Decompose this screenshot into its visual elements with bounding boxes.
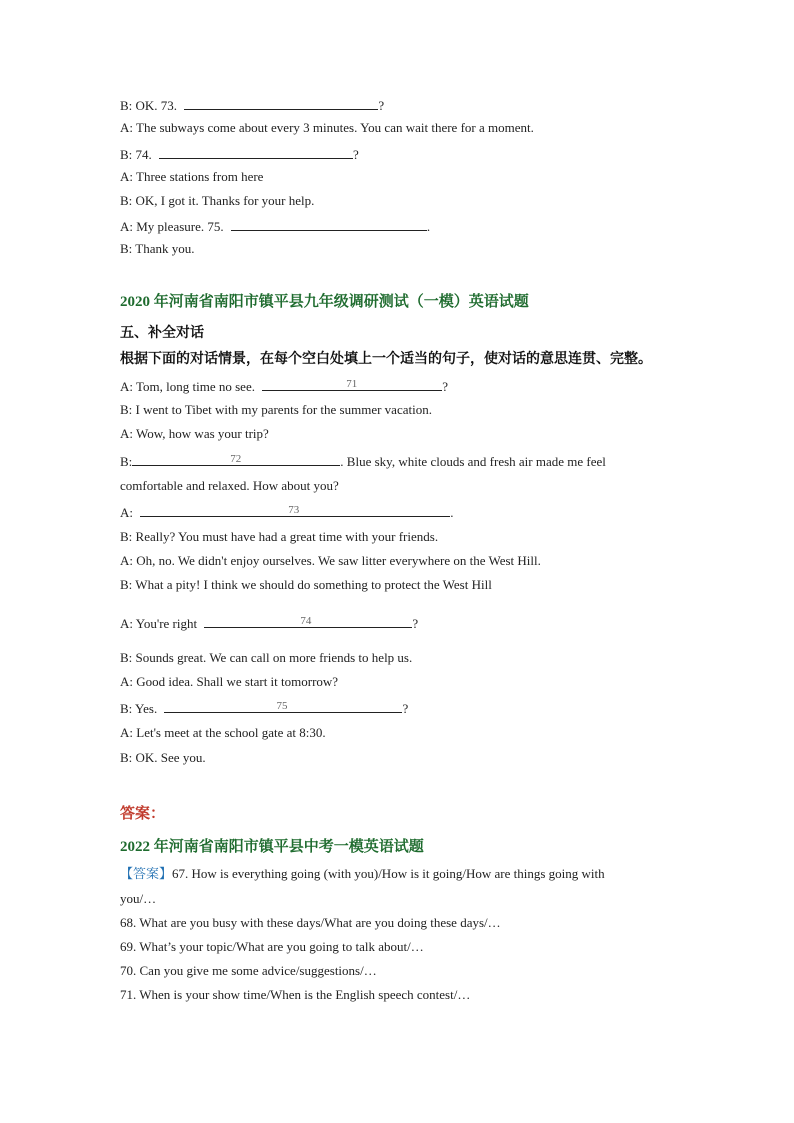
answer-71: 71. When is your show time/When is the English speech contest/…: [120, 987, 471, 1002]
answer-blank-72[interactable]: 72: [132, 452, 340, 466]
dialog2-line: comfortable and relaxed. How about you?: [120, 478, 339, 493]
answer-blank-73b[interactable]: 73: [140, 503, 450, 517]
dialog2-line-73: A: 73 .: [120, 504, 454, 520]
answer-blank-74[interactable]: [159, 145, 353, 159]
answer-blank-75[interactable]: [231, 217, 427, 231]
answer-67-cont: you/…: [120, 891, 157, 906]
dialog2-line: A: Wow, how was your trip?: [120, 426, 269, 441]
dialog1-line: A: The subways come about every 3 minutes. You can wait there for a moment.: [120, 120, 534, 135]
dialog1-line-75: A: My pleasure. 75. .: [120, 219, 431, 234]
answer-label: 答案：: [120, 804, 166, 822]
dialog1-line: B: OK, I got it. Thanks for your help.: [120, 193, 315, 208]
dialog2-line: A: Let's meet at the school gate at 8:30.: [120, 725, 326, 740]
section-title: 2020 年河南省南阳市镇平县九年级调研测试（一模）英语试题: [120, 294, 529, 310]
answer-blank-75b[interactable]: 75: [164, 699, 402, 713]
dialog2-line-74: A: You're right 74 ?: [120, 615, 419, 631]
part-heading: 五、补全对话: [120, 325, 204, 341]
answer-69: 69. What’s your topic/What are you going to talk about/…: [120, 939, 424, 954]
dialog2-line-71: A: Tom, long time no see. 71 ?: [120, 378, 449, 394]
instruction-text: 根据下面的对话情景，在每个空白处填上一个适当的句子，使对话的意思连贯、完整。: [120, 351, 652, 367]
answer-blank-74b[interactable]: 74: [204, 614, 412, 628]
answer-blank-73[interactable]: [184, 96, 378, 110]
dialog1-line: A: Three stations from here: [120, 169, 264, 184]
answer-blank-71[interactable]: 71: [262, 377, 442, 391]
dialog1-line-73: B: OK. 73. ?: [120, 98, 385, 113]
dialog2-line: B: I went to Tibet with my parents for the summer vacation.: [120, 402, 432, 417]
dialog2-line: B: What a pity! I think we should do something to protect the West Hill: [120, 577, 492, 592]
dialog1-line-74: B: 74. ?: [120, 147, 359, 162]
answer-bracket: 【答案】: [120, 866, 173, 881]
dialog2-line-72: B: 72 . Blue sky, white clouds and fresh air made me feel: [120, 453, 606, 469]
dialog1-line: B: Thank you.: [120, 241, 195, 256]
dialog2-line: B: Really? You must have had a great time with your friends.: [120, 529, 439, 544]
dialog2-line: B: OK. See you.: [120, 750, 206, 765]
answer-67: 【答案】67. How is everything going (with you)/How is it going/How are things going with: [120, 866, 605, 881]
answer-68: 68. What are you busy with these days/What are you doing these days/…: [120, 915, 501, 930]
dialog2-line: B: Sounds great. We can call on more friends to help us.: [120, 650, 413, 665]
answer-70: 70. Can you give me some advice/suggestions/…: [120, 963, 377, 978]
dialog2-line: A: Good idea. Shall we start it tomorrow?: [120, 674, 339, 689]
dialog2-line-75: B: Yes. 75 ?: [120, 700, 409, 716]
answer-section-title: 2022 年河南省南阳市镇平县中考一模英语试题: [120, 839, 424, 855]
dialog2-line: A: Oh, no. We didn't enjoy ourselves. We saw litter everywhere on the West Hill.: [120, 553, 541, 568]
